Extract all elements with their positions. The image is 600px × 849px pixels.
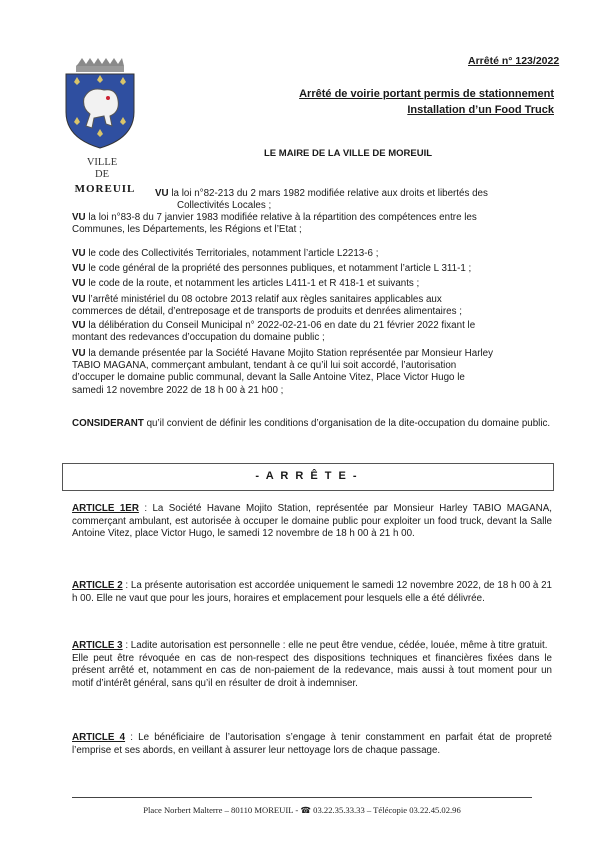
article-text: Le bénéficiaire de l’autorisation s’engage à tenir constamment en parfait état de propreté l’emprise et ses abords, en veillant à assurer leur nettoyage lors de chaque passage. xyxy=(72,732,552,756)
footer-contact: Place Norbert Malterre – 80110 MOREUIL - ☎ 03.22.35.33.33 – Télécopie 03.22.45.02.96 xyxy=(143,805,461,815)
vu-text: le code des Collectivités Territoriales, notamment l’article L2213-6 ; xyxy=(88,248,379,259)
title-line-1: Arrêté de voirie portant permis de stationnement xyxy=(299,88,554,100)
vu-item-4 xyxy=(72,263,552,275)
vu-text: samedi 12 novembre 2022 de 18 h 00 à 21 h00 ; xyxy=(72,384,284,396)
town-name: MOREUIL xyxy=(74,183,136,195)
vu-text: la loi n°83-8 du 7 janvier 1983 modifiée relative à la répartition des compétences entre les xyxy=(88,212,477,223)
vu-item-6 xyxy=(72,294,552,318)
mayor-heading: LE MAIRE DE LA VILLE DE MOREUIL xyxy=(264,148,433,159)
vu-keyword: VU xyxy=(72,263,86,274)
vu-keyword: VU xyxy=(72,294,86,305)
vu-keyword: VU xyxy=(72,212,86,223)
vu-text: Collectivités Locales ; xyxy=(177,200,272,212)
article-2: ARTICLE 2 : La présente autorisation est accordée uniquement le samedi 12 novembre 2022, de 18 h 00 à 21 h 00. Elle ne vaut que pour les jours, horaires et emplacement pour lesquels elle a été délivrée. xyxy=(72,580,553,604)
vu-item-5 xyxy=(72,278,552,290)
document-title xyxy=(299,86,554,118)
article-text: La Société Havane Mojito Station, représentée par Monsieur Harley TABIO MAGANA, commerçant ambulant, est autorisée à occuper le domaine public pour exploiter un food truck, devant la Salle Antoine Vitez, place Victor Hugo, le samedi 12 novembre de 18 h 00 à 21 h 00. xyxy=(72,503,552,540)
vu-keyword: VU xyxy=(72,248,86,259)
vu-text: la loi n°82-213 du 2 mars 1982 modifiée relative aux droits et libertés des xyxy=(171,188,488,199)
vu-item-3 xyxy=(72,248,552,260)
vu-text: le code général de la propriété des personnes publiques, et notamment l’article L 311-1 ; xyxy=(88,263,472,274)
considerant-text: qu’il convient de définir les conditions d’organisation de la dite-occupation du domaine public. xyxy=(146,418,551,429)
vu-keyword: VU xyxy=(155,188,169,199)
vu-text: l’arrêté ministériel du 08 octobre 2013 relatif aux règles sanitaires applicables aux xyxy=(88,294,442,305)
vu-item-8 xyxy=(72,348,552,397)
vu-text: la délibération du Conseil Municipal n° 2022-02-21-06 en date du 21 février 2022 fixant le xyxy=(88,320,476,331)
considerant-keyword: CONSIDERANT xyxy=(72,418,144,429)
article-label: ARTICLE 4 xyxy=(72,732,126,743)
article-label: ARTICLE 1ER xyxy=(72,503,139,514)
article-label: ARTICLE 3 xyxy=(72,640,123,651)
vu-keyword: VU xyxy=(72,320,86,331)
article-text: Ladite autorisation est personnelle : elle ne peut être vendue, cédée, louée, même à titre gratuit. xyxy=(130,640,548,651)
vu-item-2 xyxy=(72,212,552,236)
vu-keyword: VU xyxy=(72,278,86,289)
article-text: La présente autorisation est accordée uniquement le samedi 12 novembre 2022, de 18 h 00 à 21 h 00. Elle ne vaut que pour les jours, horaires et emplacement pour lesquels elle a été délivrée. xyxy=(72,580,553,604)
title-line-2: Installation d’un Food Truck xyxy=(407,104,554,116)
article-4: ARTICLE 4 : Le bénéficiaire de l’autorisation s’engage à tenir constamment en parfait état de propreté l’emprise et ses abords, en veillant à assurer leur nettoyage lors de chaque passage. xyxy=(72,732,552,756)
vu-item-1 xyxy=(155,188,552,212)
article-label: ARTICLE 2 xyxy=(72,580,123,591)
vu-item-7 xyxy=(72,320,552,344)
town-label xyxy=(66,157,138,181)
article-1: ARTICLE 1ER : La Société Havane Mojito Station, représentée par Monsieur Harley TABIO MAGANA, commerçant ambulant, est autorisée à occuper le domaine public pour exploiter un food truck, devant la Salle Antoine Vitez, place Victor Hugo, le samedi 12 novembre de 18 h 00 à 21 h 00. xyxy=(72,503,552,540)
article-text-continued: Elle peut être révoquée en cas de non-respect des dispositions techniques et financières fixées dans le présent arrêté et, notamment en cas de non-paiement de la redevance, mais aussi à tout moment pour un motif d’intérêt général, sans qu’il en résulter de droit à indemniser. xyxy=(72,652,552,689)
arrete-heading: - A R R Ê T E - xyxy=(255,470,359,482)
town-crest-logo xyxy=(60,58,140,150)
town-label-de: DE xyxy=(95,169,109,180)
vu-text: TABIO MAGANA, commerçant ambulant, tendant à ce qu’il lui soit accordé, l’autorisation xyxy=(72,360,457,372)
document-reference: Arrêté n° 123/2022 xyxy=(468,55,560,67)
vu-text: la demande présentée par la Société Havane Mojito Station représentée par Monsieur Harley xyxy=(88,348,493,359)
footer-divider xyxy=(72,797,532,798)
vu-keyword: VU xyxy=(72,348,86,359)
considerant-paragraph xyxy=(72,418,552,431)
vu-text: commerces de détail, d’entreposage et de transports de produits et denrées alimentaires ; xyxy=(72,306,462,318)
vu-text: montant des redevances d’occupation du domaine public ; xyxy=(72,332,325,344)
town-label-ville: VILLE xyxy=(86,157,118,168)
vu-text: Communes, les Départements, les Régions et l’Etat ; xyxy=(72,224,302,236)
vu-text: le code de la route, et notamment les articles L411-1 et R 418-1 et suivants ; xyxy=(88,278,420,289)
vu-text: d’occuper le domaine public communal, devant la Salle Antoine Vitez, Place Victor Hugo le xyxy=(72,372,465,384)
article-3: ARTICLE 3 : Ladite autorisation est personnelle : elle ne peut être vendue, cédée, louée, même à titre gratuit. Elle peut être révoquée en cas de non-respect des dispositions techniques et financières fixées dans le présent arrêté et, notamment en cas de non-paiement de la redevance, mais aussi à tout moment pour un motif d’intérêt général, sans qu’il en résulter de droit à indemniser. xyxy=(72,640,552,689)
